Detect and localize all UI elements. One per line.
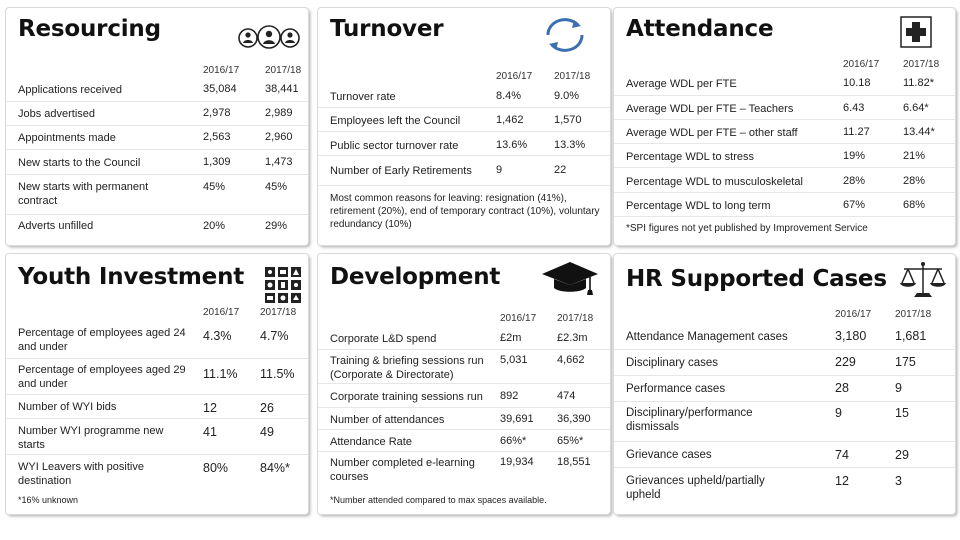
value-2016: 19% [843,150,866,162]
turnover-col-header-2016: 2016/17 [496,71,533,82]
value-2017: 474 [557,390,576,402]
value-2017: 13.3% [554,139,586,151]
value-2016: 9 [496,164,503,176]
value-2016: 41 [203,425,217,439]
attendance-col-header-2016: 2016/17 [843,59,880,70]
value-2017: 11.82* [903,77,934,89]
value-2016: 229 [835,355,856,369]
value-2017: 26 [260,401,274,415]
hr-supported-cases-panel [614,254,955,514]
row-label: Turnover rate [330,91,396,103]
row-label: New starts to the Council [18,157,141,169]
table-row [614,468,955,510]
value-2016: 10.18 [843,77,871,89]
value-2017: 1,681 [895,329,927,343]
value-2016: 1,309 [203,156,231,168]
table-row [614,350,955,376]
value-2016: 80% [203,461,229,475]
youth-col-header-2016: 2016/17 [203,307,240,318]
value-2016: 67% [843,199,866,211]
table-row [318,326,610,350]
row-label: Percentage WDL to long term [626,200,771,212]
value-2017: 38,441 [265,83,299,95]
row-label: Percentage WDL to musculoskeletal [626,176,803,188]
row-label: Number of Early Retirements [330,165,472,177]
value-2017: 18,551 [557,456,591,468]
table-row [6,419,308,455]
youth-investment-panel [6,254,308,514]
row-label: Corporate L&D spend [330,333,437,345]
value-2016: 28 [835,381,849,395]
table-row [318,84,610,108]
value-2017: 175 [895,355,916,369]
value-2016: 39,691 [500,413,534,425]
row-label: Appointments made [18,132,116,144]
value-2016: 28% [843,175,866,187]
row-label: Percentage of employees aged 29 and under [18,364,186,390]
value-2017: 2,989 [265,107,293,119]
table-row [614,72,955,96]
row-label: Number WYI programme new starts [18,425,164,451]
value-2017: 15 [895,406,909,420]
table-row [6,78,308,102]
value-2016: 19,934 [500,456,534,468]
refresh-cycle-icon [540,14,590,56]
row-label: Percentage of employees aged 24 and under [18,327,186,353]
value-2016: 9 [835,406,842,420]
value-2017: 22 [554,164,567,176]
value-2016: 2,978 [203,107,231,119]
development-attendance-note: *Number attended compared to max spaces available. [330,495,547,505]
value-2017: 4,662 [557,354,585,366]
table-row [6,175,308,215]
row-label: Number of attendances [330,414,445,426]
medical-cross-icon [900,16,932,48]
turnover-title: Turnover [330,16,444,42]
row-label: Grievances upheld/partially upheld [626,475,765,501]
graduation-cap-icon [540,258,600,298]
table-row [614,376,955,402]
table-row [6,455,308,491]
table-row [6,321,308,359]
value-2016: 2,563 [203,131,231,143]
value-2017: 84%* [260,461,290,475]
resourcing-title: Resourcing [18,16,161,42]
value-2017: 13.44* [903,126,935,138]
youth-col-header-2017: 2017/18 [260,307,297,318]
table-row [614,144,955,168]
turnover-panel [318,8,610,245]
value-2016: 45% [203,181,226,193]
row-label: New starts with permanent contract [18,181,149,207]
value-2017: 2,960 [265,131,293,143]
row-label: Number of WYI bids [18,401,117,413]
table-row [6,126,308,150]
value-2016: 74 [835,448,849,462]
value-2016: 66%* [500,435,527,447]
value-2017: 4.7% [260,329,289,343]
value-2016: 4.3% [203,329,232,343]
table-row [318,108,610,132]
table-row [318,452,610,488]
resourcing-col-header-2017: 2017/18 [265,65,302,76]
value-2016: 13.6% [496,139,528,151]
value-2017: 29 [895,448,909,462]
row-label: Public sector turnover rate [330,140,459,152]
value-2017: 11.5% [260,367,295,381]
table-row [318,430,610,452]
value-2017: 65%* [557,435,584,447]
value-2016: 892 [500,390,519,402]
table-row [318,350,610,384]
value-2016: 5,031 [500,354,528,366]
value-2016: 3,180 [835,329,867,343]
table-row [614,193,955,217]
value-2017: 29% [265,220,288,232]
value-2017: 1,570 [554,114,582,126]
value-2016: 11.27 [843,126,870,138]
value-2017: 21% [903,150,926,162]
attendance-title: Attendance [626,16,774,42]
table-row [614,120,955,144]
row-label: Disciplinary cases [626,357,719,369]
grid-tiles-icon [264,266,302,304]
table-row [318,132,610,156]
value-2017: 45% [265,181,288,193]
table-row [614,324,955,350]
value-2017: 3 [895,474,902,488]
value-2017: £2.3m [557,332,588,344]
hr-col-header-2017: 2017/18 [895,309,932,320]
table-row [614,442,955,468]
value-2017: 28% [903,175,926,187]
value-2017: 9.0% [554,90,580,102]
table-row [614,96,955,120]
value-2016: 1,462 [496,114,524,126]
value-2016: £2m [500,332,522,344]
attendance-panel [614,8,955,245]
row-label: Jobs advertised [18,108,96,120]
development-col-header-2017: 2017/18 [557,313,594,324]
value-2016: 35,084 [203,83,237,95]
table-row [6,150,308,175]
development-title: Development [330,264,501,290]
youth-unknown-note: *16% unknown [18,495,79,505]
table-row [6,102,308,126]
value-2016: 12 [203,401,217,415]
table-row [614,402,955,442]
table-row [6,359,308,395]
value-2017: 9 [895,381,902,395]
value-2016: 6.43 [843,102,865,114]
resourcing-panel [6,8,308,245]
development-col-header-2016: 2016/17 [500,313,537,324]
value-2016: 12 [835,474,849,488]
value-2016: 20% [203,220,226,232]
row-label: Average WDL per FTE – Teachers [626,103,794,115]
row-label: Attendance Management cases [626,331,788,343]
turnover-col-header-2017: 2017/18 [554,71,591,82]
row-label: Percentage WDL to stress [626,151,754,163]
table-row [318,156,610,186]
development-panel [318,254,610,514]
table-row [318,384,610,408]
table-row [6,215,308,241]
table-row [318,408,610,430]
row-label: Number completed e-learning courses [330,457,475,483]
people-group-icon [238,24,300,52]
youth-investment-title: Youth Investment [18,264,245,290]
row-label: Attendance Rate [330,436,412,448]
hr-col-header-2016: 2016/17 [835,309,872,320]
value-2016: 11.1% [203,367,238,381]
row-label: Corporate training sessions run [330,391,483,403]
row-label: Average WDL per FTE [626,78,737,90]
value-2017: 36,390 [557,413,591,425]
row-label: Employees left the Council [330,115,461,127]
value-2017: 1,473 [265,156,293,168]
row-label: Disciplinary/performance dismissals [626,407,753,433]
row-label: Average WDL per FTE – other staff [626,127,798,139]
scales-of-justice-icon [898,260,948,300]
value-2017: 6.64* [903,102,929,114]
turnover-leaving-reasons-note: Most common reasons for leaving: resignation (41%), retirement (20%), end of temporary contract (10%), voluntary redundancy (10%) [330,193,600,230]
value-2017: 68% [903,199,926,211]
hr-supported-cases-title: HR Supported Cases [626,266,887,292]
row-label: Applications received [18,84,122,96]
row-label: Performance cases [626,383,726,395]
attendance-col-header-2017: 2017/18 [903,59,940,70]
table-row [614,168,955,193]
value-2017: 49 [260,425,274,439]
value-2016: 8.4% [496,90,522,102]
row-label: Adverts unfilled [18,220,94,232]
row-label: Training & briefing sessions run (Corporate & Directorate) [330,355,484,381]
row-label: Grievance cases [626,449,712,461]
table-row [6,395,308,419]
row-label: WYI Leavers with positive destination [18,461,144,487]
attendance-spi-note: *SPI figures not yet published by Improvement Service [626,223,868,234]
resourcing-col-header-2016: 2016/17 [203,65,240,76]
